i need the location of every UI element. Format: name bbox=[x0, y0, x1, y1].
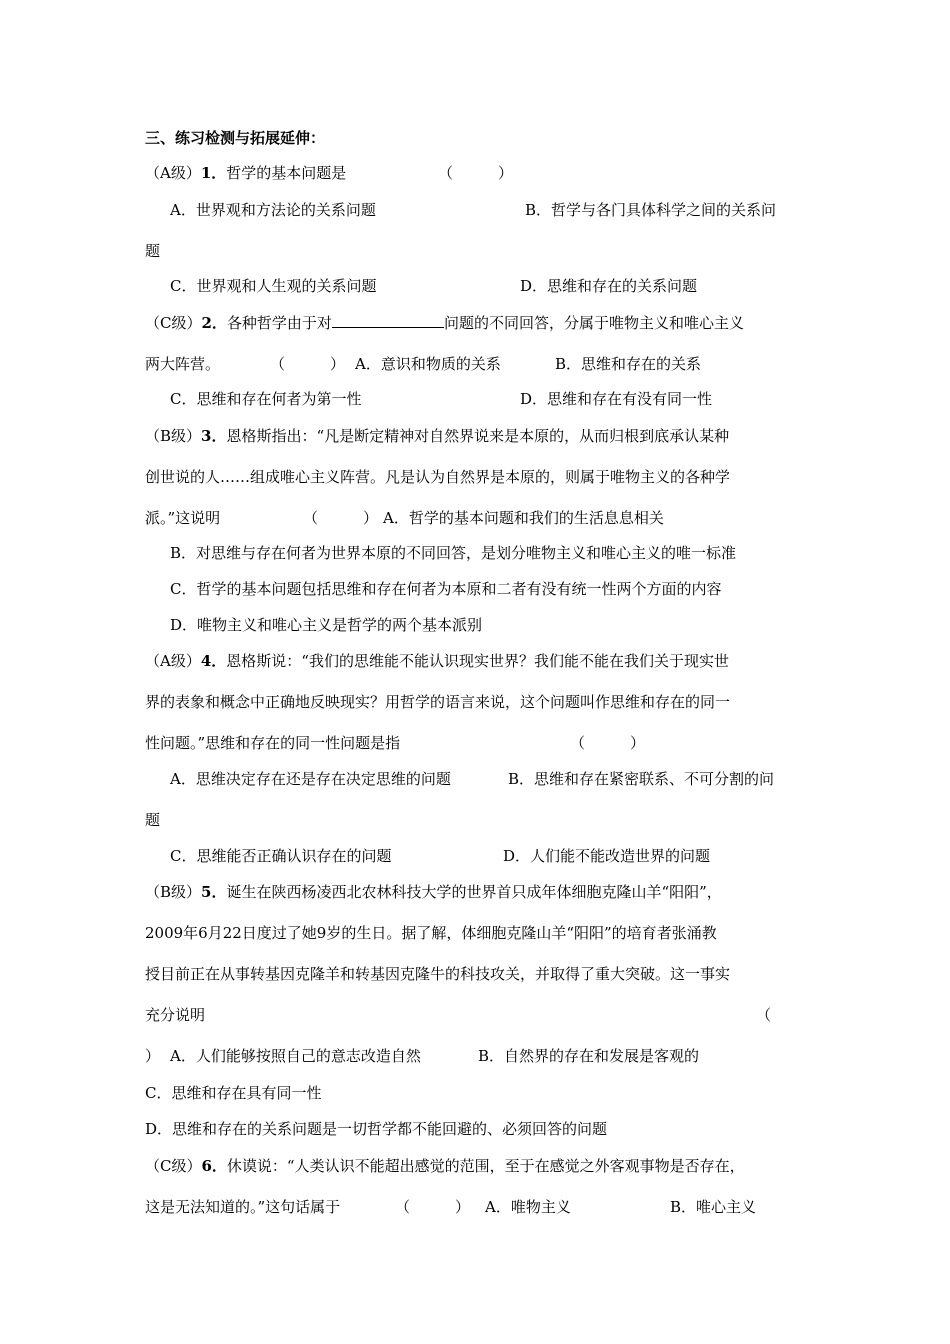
answer-paren-close: ） bbox=[145, 1047, 161, 1065]
level-label: （B级） bbox=[145, 883, 202, 901]
question-text: 问题的不同回答，分属于唯物主义和唯心主义 bbox=[443, 314, 744, 332]
level-label: （A级） bbox=[145, 164, 201, 182]
option-b: B．自然界的存在和发展是客观的 bbox=[478, 1047, 700, 1065]
level-label: （C级） bbox=[145, 314, 202, 332]
question-number: 4． bbox=[200, 652, 227, 670]
answer-paren: （ ） bbox=[395, 1198, 471, 1216]
option-b: B．对思维与存在何者为世界本原的不同回答，是划分唯物主义和唯心主义的唯一标准 bbox=[170, 544, 737, 562]
level-label: （A级） bbox=[145, 652, 201, 670]
option-d: D．唯物主义和唯心主义是哲学的两个基本派别 bbox=[170, 616, 483, 634]
question-number: 3． bbox=[201, 427, 227, 445]
option-c: C．思维和存在何者为第一性 bbox=[170, 390, 362, 408]
question-5-line2: 2009年6月22日度过了她9岁的生日。据了解，体细胞克隆山羊“阳阳”的培育者张涌教 bbox=[145, 924, 717, 942]
question-text: 恩格斯说：“我们的思维能不能认识现实世界？我们能不能在我们关于现实世 bbox=[226, 652, 729, 670]
option-a: A．世界观和方法论的关系问题 bbox=[170, 201, 376, 219]
question-4-line3: 性问题。”思维和存在的同一性问题是指 bbox=[145, 734, 401, 752]
section-title: 三、练习检测与拓展延伸： bbox=[145, 129, 326, 147]
option-a: A．意识和物质的关系 bbox=[355, 355, 501, 373]
question-number: 6． bbox=[201, 1157, 227, 1175]
question-4-stem bbox=[145, 651, 729, 671]
option-c: C．思维和存在具有同一性 bbox=[145, 1084, 322, 1102]
question-5-stem bbox=[145, 882, 722, 902]
question-6-line2: 这是无法知道的。”这句话属于 bbox=[145, 1198, 341, 1216]
level-label: （C级） bbox=[145, 1157, 202, 1175]
question-5-line3: 授目前正在从事转基因克隆羊和转基因克隆牛的科技攻关，并取得了重大突破。这一事实 bbox=[145, 965, 731, 983]
question-number: 1． bbox=[200, 164, 227, 182]
question-text: 休谟说：“人类认识不能超出感觉的范围，至于在感觉之外客观事物是否存在， bbox=[226, 1157, 745, 1175]
option-d: D．思维和存在有没有同一性 bbox=[520, 390, 713, 408]
question-3-line2: 创世说的人……组成唯心主义阵营。凡是认为自然界是本原的，则属于唯物主义的各种学 bbox=[145, 468, 731, 486]
option-d: D．思维和存在的关系问题 bbox=[520, 277, 698, 295]
option-a: A．唯物主义 bbox=[485, 1198, 571, 1216]
question-6-stem bbox=[145, 1156, 745, 1176]
question-2-stem bbox=[145, 313, 744, 333]
option-b-continuation: 题 bbox=[145, 811, 161, 829]
option-b: B．思维和存在的关系 bbox=[555, 355, 702, 373]
option-a: A．思维决定存在还是存在决定思维的问题 bbox=[170, 770, 451, 788]
answer-paren: （ ） bbox=[570, 734, 646, 752]
question-text: 各种哲学由于对 bbox=[226, 314, 332, 332]
question-text: 诞生在陕西杨凌西北农林科技大学的世界首只成年体细胞克隆山羊“阳阳”， bbox=[226, 883, 722, 901]
question-number: 5． bbox=[201, 883, 227, 901]
option-d: D．思维和存在的关系问题是一切哲学都不能回避的、必须回答的问题 bbox=[145, 1120, 608, 1138]
answer-paren-open: （ bbox=[756, 1006, 772, 1024]
question-text: 恩格斯指出：“凡是断定精神对自然界说来是本原的，从而归根到底承认某种 bbox=[226, 427, 730, 445]
option-c: C．哲学的基本问题包括思维和存在何者为本原和二者有没有统一性两个方面的内容 bbox=[170, 580, 722, 598]
answer-paren: （ ） bbox=[270, 355, 346, 373]
option-b: B．思维和存在紧密联系、不可分割的问 bbox=[508, 770, 775, 788]
question-number: 2． bbox=[201, 314, 227, 332]
option-c: C．思维能否正确认识存在的问题 bbox=[170, 847, 392, 865]
answer-paren: （ ） bbox=[303, 509, 379, 527]
question-4-line2: 界的表象和概念中正确地反映现实？用哲学的语言来说，这个问题叫作思维和存在的同一 bbox=[145, 693, 731, 711]
option-d: D．人们能不能改造世界的问题 bbox=[503, 847, 711, 865]
fill-blank bbox=[332, 313, 444, 328]
question-2-line2: 两大阵营。 bbox=[145, 355, 221, 373]
option-a: A．人们能够按照自己的意志改造自然 bbox=[170, 1047, 421, 1065]
option-c: C．世界观和人生观的关系问题 bbox=[170, 277, 377, 295]
answer-paren: （ ） bbox=[438, 164, 514, 182]
option-b: B．哲学与各门具体科学之间的关系问 bbox=[525, 201, 777, 219]
question-text: 哲学的基本问题是 bbox=[226, 164, 347, 182]
question-3-stem bbox=[145, 426, 729, 446]
question-5-line4: 充分说明 bbox=[145, 1006, 206, 1024]
option-b: B．唯心主义 bbox=[670, 1198, 757, 1216]
level-label: （B级） bbox=[145, 427, 202, 445]
option-b-continuation: 题 bbox=[145, 242, 161, 260]
question-3-line3: 派。”这说明 bbox=[145, 509, 221, 527]
question-1-stem bbox=[145, 163, 346, 183]
option-a: A．哲学的基本问题和我们的生活息息相关 bbox=[383, 509, 664, 527]
